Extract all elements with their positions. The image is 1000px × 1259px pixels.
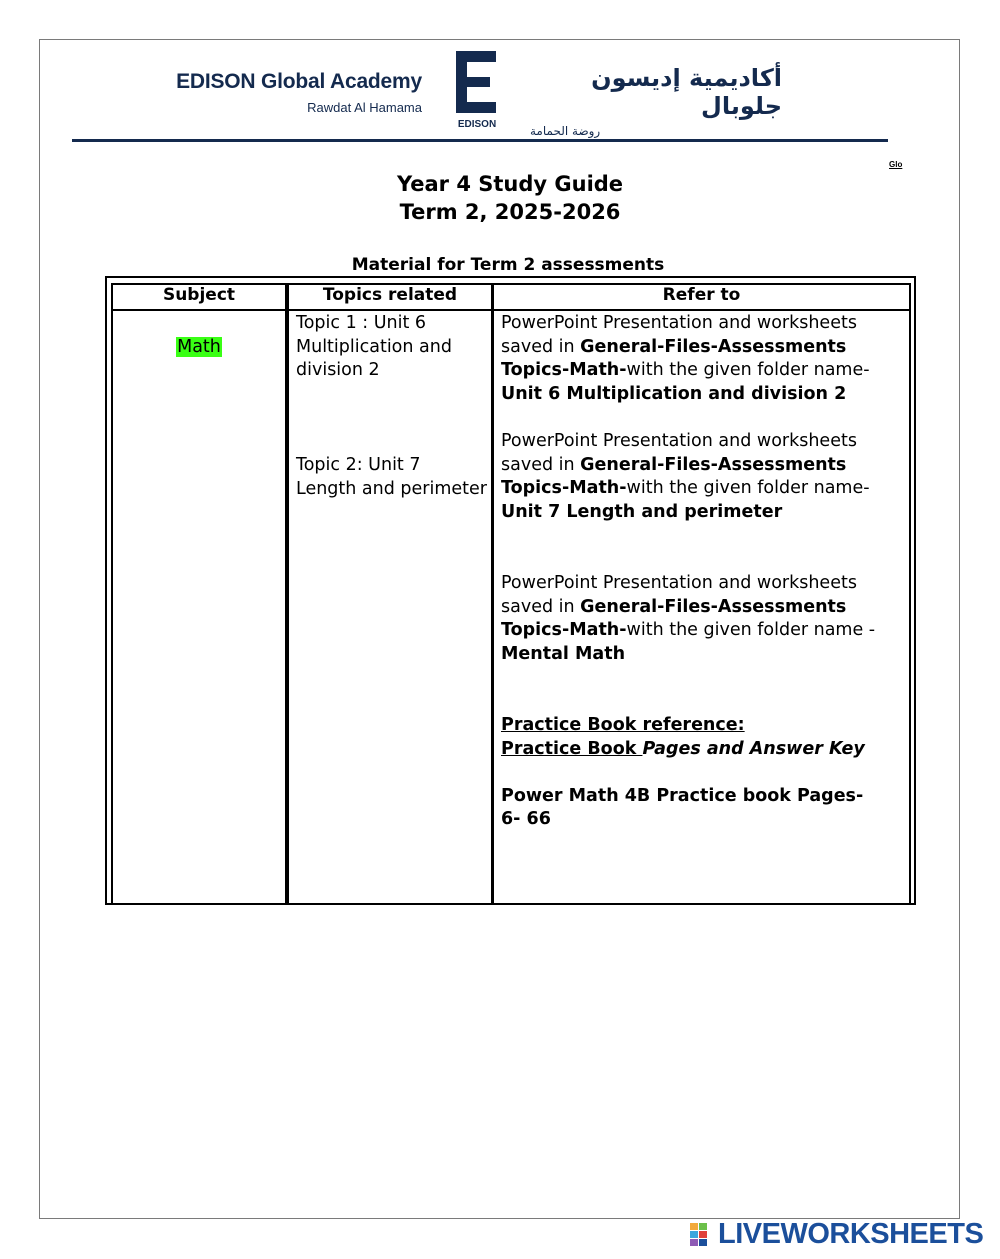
ref-3-path1: General-Files-Assessments bbox=[580, 596, 847, 617]
practice-heading: Practice Book reference: bbox=[501, 715, 745, 735]
topic-1 bbox=[296, 312, 491, 383]
ref-1-saved-in: saved in bbox=[501, 336, 581, 357]
ref-1-intro: PowerPoint Presentation and worksheets bbox=[501, 313, 857, 333]
ref-mental-math bbox=[501, 572, 909, 666]
ref-unit-6 bbox=[501, 312, 909, 406]
school-name-ar: أكاديمية إديسون جلوبال bbox=[591, 64, 782, 120]
corner-note[interactable]: Glo bbox=[889, 160, 903, 169]
topic-2-line1: Topic 2: Unit 7 bbox=[296, 455, 421, 475]
practice-book-reference bbox=[501, 714, 909, 832]
ref-3-path2: Topics-Math- bbox=[501, 620, 627, 641]
ref-1-path1: General-Files-Assessments bbox=[580, 336, 847, 357]
ref-2-path2: Topics-Math- bbox=[501, 478, 627, 499]
ref-3-suffix: with the given folder name - bbox=[626, 620, 876, 641]
topic-2-line2: Length and perimeter bbox=[296, 478, 487, 499]
material-heading: Material for Term 2 assessments bbox=[351, 255, 665, 275]
logo-word: EDISON bbox=[457, 119, 497, 130]
ref-1-folder: Unit 6 Multiplication and division 2 bbox=[501, 383, 847, 404]
ref-3-saved-in: saved in bbox=[501, 596, 581, 617]
topic-1-line1: Topic 1 : Unit 6 bbox=[296, 313, 427, 333]
ref-3-folder: Mental Math bbox=[501, 643, 626, 664]
ref-1-suffix: with the given folder name- bbox=[626, 360, 870, 381]
ref-2-suffix: with the given folder name- bbox=[626, 478, 870, 499]
header-row-divider bbox=[111, 309, 911, 311]
ref-2-folder: Unit 7 Length and perimeter bbox=[501, 501, 783, 522]
liveworksheets-logo-icon bbox=[690, 1221, 716, 1247]
subject-math: Math bbox=[177, 337, 221, 357]
school-location-ar: روضة الحمامة bbox=[530, 124, 601, 138]
ref-1-path2: Topics-Math- bbox=[501, 360, 627, 381]
school-logo-english bbox=[176, 70, 422, 115]
liveworksheets-text: LIVEWORKSHEETS bbox=[718, 1217, 984, 1250]
school-name-en: EDISON Global Academy bbox=[176, 70, 422, 93]
document-term: Term 2, 2025-2026 bbox=[399, 200, 621, 224]
subject-column bbox=[111, 283, 287, 904]
header-divider bbox=[72, 139, 888, 142]
ref-3-intro: PowerPoint Presentation and worksheets bbox=[501, 573, 857, 593]
practice-pages-answer-key: Pages and Answer Key bbox=[642, 738, 865, 759]
ref-2-intro: PowerPoint Presentation and worksheets bbox=[501, 431, 857, 451]
header-topics: Topics related bbox=[322, 285, 458, 305]
header-refer: Refer to bbox=[662, 285, 741, 305]
ref-2-path1: General-Files-Assessments bbox=[580, 454, 847, 475]
topic-1-line2: Multiplication and bbox=[296, 336, 452, 357]
topic-1-line3: division 2 bbox=[296, 360, 380, 381]
ref-unit-7 bbox=[501, 430, 909, 524]
subject-cell bbox=[113, 336, 285, 360]
practice-book-label: Practice Book bbox=[501, 738, 643, 759]
school-location-en: Rawdat Al Hamama bbox=[307, 100, 422, 115]
document-title: Year 4 Study Guide bbox=[396, 172, 624, 196]
topic-2 bbox=[296, 454, 491, 501]
liveworksheets-watermark bbox=[690, 1219, 983, 1249]
power-math-line1: Power Math 4B Practice book Pages- bbox=[501, 785, 864, 806]
edison-logo-icon bbox=[454, 51, 500, 131]
power-math-line2: 6- 66 bbox=[501, 809, 551, 830]
school-logo-arabic bbox=[530, 64, 782, 138]
header-subject: Subject bbox=[162, 285, 236, 305]
ref-2-saved-in: saved in bbox=[501, 454, 581, 475]
